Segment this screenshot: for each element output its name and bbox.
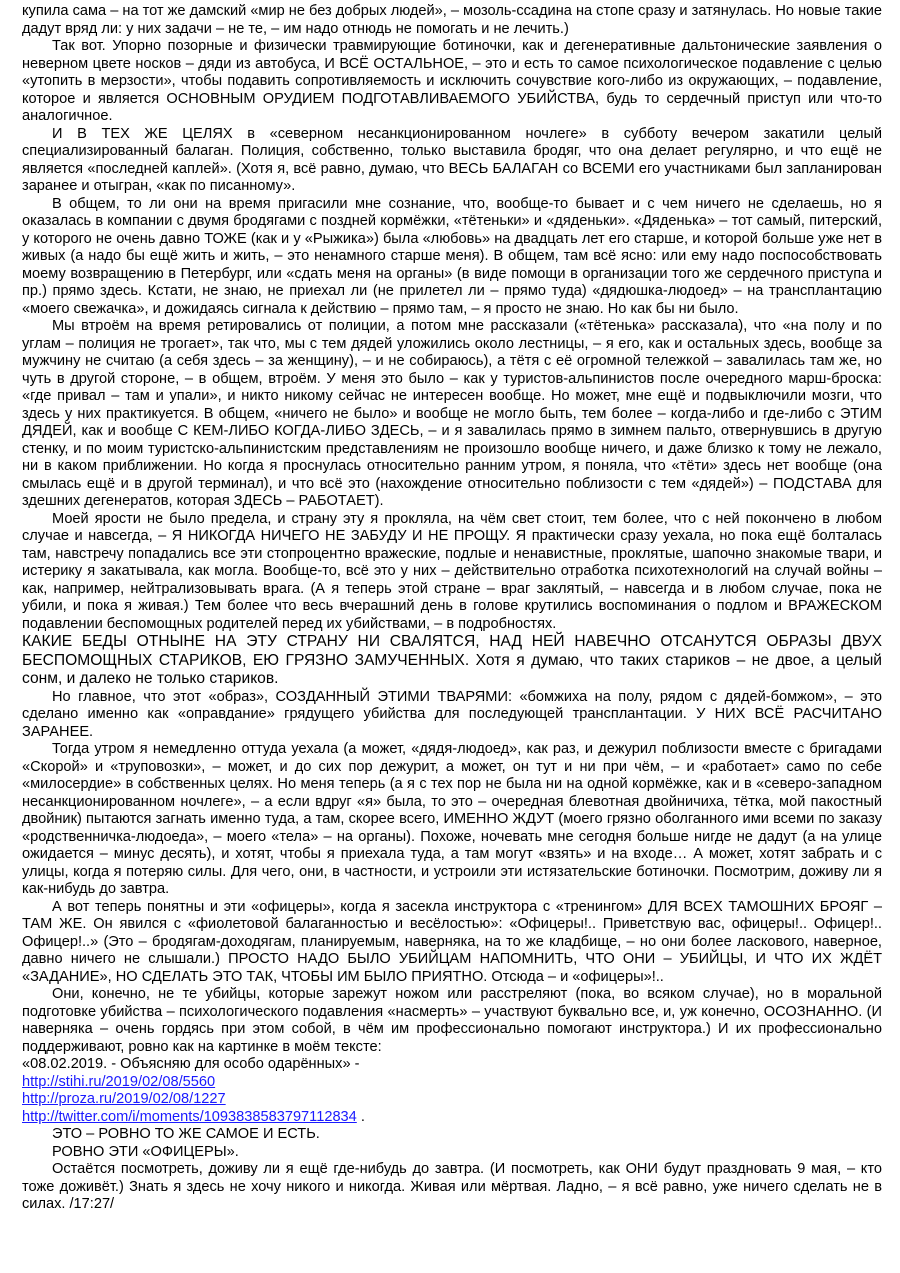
paragraph: Моей ярости не было предела, и страну эту я прокляла, на чём свет стоит, тем более, что с ней покончено в любом случае и навсегда, – Я НИКОГДА НИЧЕГО НЕ ЗАБУДУ И НЕ ПРОЩУ. Я практически сразу уехала, но пока ещё болталась там, навстречу попадались все эти стопроцентно вражеские, подлые и ненавистные, проклятые, шапочно знакомые твари, и истерику я закатывала, как могла. Вообще-то, всё это у них – действительно отработка психотехнологий на случай войны – как, например, нейтрализовывать врага. (А я теперь этой стране – враг заклятый, – навсегда и в любом случае, пока не убили, и пока я живая.) Тем более что весь вчерашний день в голове крутились воспоминания о подлом и ВРАЖЕСКОМ подавлении беспомощных родителей перед их убийствами, – в подробностях. [22, 510, 882, 632]
link-suffix: . [356, 1108, 365, 1125]
paragraph: Они, конечно, не те убийцы, которые зарежут ножом или расстреляют (пока, во всяком случае), но в моральной подготовке убийства – психологического подавления «насмерть» – участвуют буквально все, и, уж конечно, ОСОЗНАННО. (И наверняка – очень гордясь при этом собой, в чём им профессионально помогают инструктора.) И их профессионально поддерживают, ровно как на картинке в моём тексте: [22, 986, 882, 1055]
closing-paragraph: Остаётся посмотреть, доживу ли я ещё где-нибудь до завтра. (И посмотреть, как ОНИ будут праздновать 9 мая, – кто тоже доживёт.) Знать я здесь не хочу никого и никогда. Живая или мёртвая. Ладно, – я всё равно, уже ничего сделать не в силах. /17:27/ [22, 1161, 882, 1212]
reference-block [22, 1056, 882, 1126]
caps-paragraph: КАКИЕ БЕДЫ ОТНЫНЕ НА ЭТУ СТРАНУ НИ СВАЛЯТСЯ, НАД НЕЙ НАВЕЧНО ОТСАНУТСЯ ОБРАЗЫ ДВУХ БЕСПОМОЩНЫХ СТАРИКОВ, ЕЮ ГРЯЗНО ЗАМУЧЕННЫХ. Хотя я думаю, что таких стариков – не двое, а целый сонм, и далеко не только стариков. [22, 633, 882, 687]
paragraph: В общем, то ли они на время пригасили мне сознание, что, вообще-то бывает и с чем ничего не сделаешь, но я оказалась в компании с двумя бродягами с поздней кормёжки, «тётеньки» и «дяденьки». «Дяденька» – тот самый, питерский, у которого не очень давно ТОЖЕ (как и у «Рыжика») была «любовь» на двадцать лет его старше, и которой больше уже нет в живых (а надо бы ещё жить и жить, – это ненамного старше меня). В общем, там всё ясно: или ему надо поспособствовать моему возвращению в Петербург, или «сдать меня на органы» (в виде помощи в организации того же сердечного приступа и пр.) прямо здесь. Кстати, не знаю, не приехал ли (не прилетел ли – прямо туда) «дядюшка-людоед» – на трансплантацию «моего свежачка», и дожидаясь сигнала к действию – прямо там, – я просто не знаю. Но как бы ни было. [22, 195, 882, 317]
caps-line: РОВНО ЭТИ «ОФИЦЕРЫ». [52, 1143, 239, 1160]
paragraph: Так вот. Упорно позорные и физически травмирующие ботиночки, как и дегенеративные дальтонические заявления о неверном цвете носков – дяди из автобуса, И ВСЁ ОСТАЛЬНОЕ, – это и есть то самое психологическое подавление с целью «утопить в мерзости», чтобы подавить сопротивляемость и исключить сочувствие кого-либо из окружающих, – подавление, которое и является ОСНОВНЫМ ОРУДИЕМ ПОДГОТАВЛИВАЕМОГО УБИЙСТВА, будь то сердечный приступ или что-то аналогичное. [22, 38, 882, 124]
paragraph: купила сама – на тот же дамский «мир не без добрых людей», – мозоль-ссадина на стопе сразу и затянулась. Но новые такие дадут вряд ли: у них задачи – не те, – им надо отнюдь не помогать и не лечить.) [22, 3, 882, 37]
link-line [22, 1109, 882, 1127]
quote-line: «08.02.2019. - Объясняю для особо одарённых» - [22, 1056, 360, 1072]
caps-line: ЭТО – РОВНО ТО ЖЕ САМОЕ И ЕСТЬ. [52, 1126, 320, 1142]
link-line [22, 1091, 882, 1109]
proza-link[interactable]: http://proza.ru/2019/02/08/1227 [22, 1091, 226, 1107]
paragraph: И В ТЕХ ЖЕ ЦЕЛЯХ в «северном несанкционированном ночлеге» в субботу вечером закатили целый специализированный балаган. Полиция, собственно, только выставила бродяг, что она делает регулярно, и что ещё не является «последней каплей». (Хотя я, всё равно, думаю, что ВЕСЬ БАЛАГАН со ВСЕМИ его участниками был запланирован заранее и отыгран, «как по писанному». [22, 125, 882, 194]
paragraph: Тогда утром я немедленно оттуда уехала (а может, «дядя-людоед», как раз, и дежурил поблизости вместе с бригадами «Скорой» и «труповозки», – может, и до сих пор дежурит, а может, он тут и ни при чём, – и «работает» само по себе «милосердие» в собственных целях. Но меня теперь (а я с тех пор не была ни на одной кормёжке, как и в «северо-западном несанкционированном ночлеге», – а если вдруг «я» была, то это – очередная блевотная двойничиха, тётка, мой пакостный двойник) пытаются загнать именно туда, а там, скорее всего, ИМЕННО ЖДУТ (моего грязно оболганного ими всеми по заказу «родственничка-людоеда», – моего «тела» – на органы). Похоже, ночевать мне сегодня больше нигде не дадут (а на улице ожидается – минус десять), и хотят, чтобы я приехала туда, а там могут «взять» и на входе… А может, хотят забрать и с улицы, когда я потеряю силы. Для чего, они, в частности, и устроили эти истязательские ботиночки. Посмотрим, доживу ли я как-нибудь до завтра. [22, 741, 882, 897]
paragraph: Мы втроём на время ретировались от полиции, а потом мне рассказали («тётенька» рассказала), что «на полу и по углам – полиция не трогает», так что, мы с тем дядей уложились около лестницы, – я его, как и остальных здесь, вообще за мужчину не считаю (а себя здесь – за женщину), – и не собираюсь), а тётя с её огромной тележкой – завалилась там же, но чуть в другой стороне, – в общем, втроём. У меня это было – как у туристов-альпинистов после очередного марш-броска: «где привал – там и упали», и никто никому сейчас не интересен вообще. Но может, мне ещё и подвыключили мозги, что здесь у них практикуется. В общем, «ничего не было» и вообще не могло быть, тем более – когда-либо и где-либо с ЭТИМ ДЯДЕЙ, как и вообще С КЕМ-ЛИБО КОГДА-ЛИБО ЗДЕСЬ, – и я завалилась прямо в зимнем пальто, отвернувшись в другую стенку, и по моим туристско-альпинистским представлениям не произошло вообще ничего, и даже близко к тому не лежало, ни в каком приближении. Но когда я проснулась относительно ранним утром, я поняла, что «тёти» здесь нет вообще (она смылась ещё и в другой терминал), и что всё это (нахождение относительно поблизости с тем «дядей») – ПОДСТАВА для здешних дегенератов, которая ЗДЕСЬ – РАБОТАЕТ). [22, 318, 882, 509]
link-line [22, 1074, 882, 1092]
twitter-link[interactable]: http://twitter.com/i/moments/1093838583797112834 [22, 1108, 357, 1125]
paragraph: Но главное, что этот «образ», СОЗДАННЫЙ ЭТИМИ ТВАРЯМИ: «бомжиха на полу, рядом с дядей-бомжом», – это сделано именно как «оправдание» грядущего убийства для последующей трансплантации. У НИХ ВСЁ РАСЧИТАНО ЗАРАНЕЕ. [22, 688, 882, 740]
document-page [22, 3, 882, 1214]
officers-paragraph: А вот теперь понятны и эти «офицеры», когда я засекла инструктора с «тренингом» ДЛЯ ВСЕХ ТАМОШНИХ БРОЯГ – ТАМ ЖЕ. Он явился с «фиолетовой балаганностью и весёлостью»: «Офицеры!.. Приветствую вас, офицеры!.. Офицер!.. Офицер!..» (Это – бродягам-доходягам, планируемым, наверняка, на то же кладбище, – но они более ласкового, наверное, давно ничего не слышали.) ПРОСТО НАДО БЫЛО УБИЙЦАМ НАПОМНИТЬ, ЧТО ОНИ – УБИЙЦЫ, И ЧТО ИХ ЖДЁТ «ЗАДАНИЕ», НО СДЕЛАТЬ ЭТО ТАК, ЧТОБЫ ИМ БЫЛО ПРИЯТНО. Отсюда – и «офицеры»!.. [22, 898, 882, 985]
stihi-link[interactable]: http://stihi.ru/2019/02/08/5560 [22, 1073, 216, 1090]
